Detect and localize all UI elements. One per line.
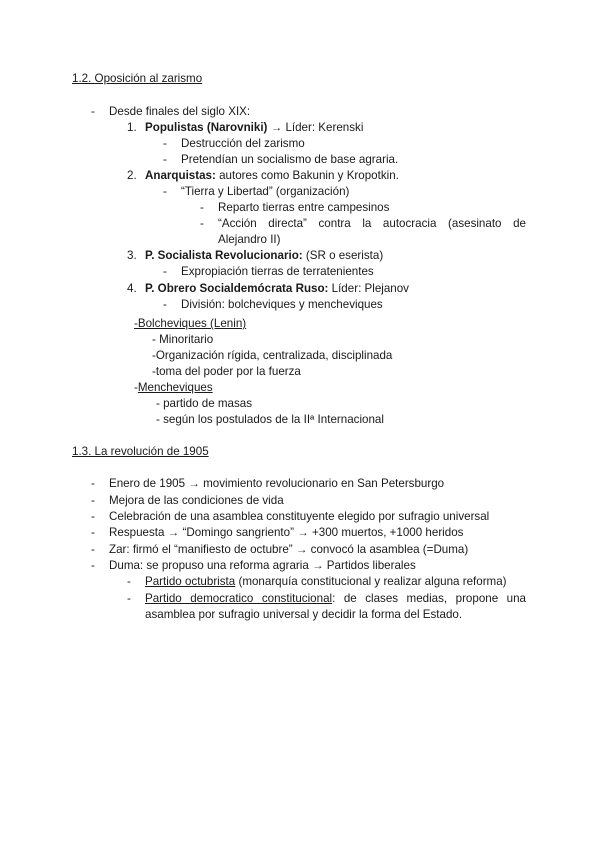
party-detail: : de clases medias, propone una — [332, 592, 526, 605]
list-number: 1. — [127, 121, 137, 134]
item-title: Anarquistas: — [145, 169, 216, 182]
list-item-anarquistas — [145, 169, 399, 183]
bullet-dash: - — [91, 543, 95, 556]
list-item: “Tierra y Libertad” (organización) — [181, 185, 350, 198]
party-detail: (monarquía constitucional y realizar alguna reforma) — [235, 575, 507, 588]
list-item-obrero — [145, 282, 409, 296]
list-item: Celebración de una asamblea constituyente elegido por sufragio universal — [109, 510, 490, 523]
list-item: Zar: firmó el “manifiesto de octubre” → convocó la asamblea (=Duma) — [109, 543, 469, 556]
bullet-dash: - — [163, 265, 167, 278]
list-item: Pretendían un socialismo de base agraria. — [181, 153, 399, 166]
bullet-dash: - — [200, 201, 204, 214]
list-item-democratico-line1 — [145, 591, 526, 607]
bullet-dash: - — [163, 298, 167, 311]
item-detail: autores como Bakunin y Kropotkin. — [215, 169, 399, 182]
list-item-octubrista — [145, 575, 507, 589]
section-heading-1-3: 1.3. La revolución de 1905 — [72, 445, 209, 458]
bullet-dash: - — [163, 185, 167, 198]
item-title: P. Socialista Revolucionario: — [145, 249, 303, 262]
bullet-dash: - — [127, 575, 131, 588]
list-item: Reparto tierras entre campesinos — [218, 201, 390, 214]
list-item: División: bolcheviques y mencheviques — [181, 298, 383, 311]
mencheviques-heading — [134, 381, 213, 395]
list-item-populistas — [145, 121, 363, 135]
bullet-dash: - — [91, 559, 95, 572]
item-title: Populistas (Narovniki) — [145, 121, 268, 134]
item-detail: (SR o eserista) — [302, 249, 384, 262]
heading-label: Mencheviques — [137, 381, 213, 394]
list-number: 2. — [127, 169, 137, 182]
bullet-dash: - — [163, 137, 167, 150]
list-item-democratico-line2: asamblea por sufragio universal y decidir la forma del Estado. — [145, 608, 463, 621]
list-number: 3. — [127, 249, 137, 262]
item-detail: → Líder: Kerenski — [267, 121, 364, 134]
item-title: P. Obrero Socialdemócrata Ruso: — [145, 282, 329, 295]
list-item: Respuesta → “Domingo sangriento” → +300 muertos, +1000 heridos — [109, 526, 464, 539]
bullet-dash: - — [91, 477, 95, 490]
list-item: Destrucción del zarismo — [181, 137, 305, 150]
list-item: - partido de masas — [156, 397, 253, 410]
bullet-dash: - — [163, 153, 167, 166]
list-item: Mejora de las condiciones de vida — [109, 494, 284, 507]
bolcheviques-heading: -Bolcheviques (Lenin) — [134, 317, 247, 330]
list-item: Enero de 1905 → movimiento revolucionario en San Petersburgo — [109, 477, 445, 490]
list-item: -toma del poder por la fuerza — [152, 365, 301, 378]
list-item-accion-line1: “Acción directa” contra la autocracia (asesinato de — [218, 217, 526, 230]
bullet-dash: - — [91, 105, 95, 118]
section-heading-1-2: 1.2. Oposición al zarismo — [72, 72, 203, 85]
bullet-dash: - — [127, 592, 131, 605]
intro-text: Desde finales del siglo XIX: — [109, 105, 251, 118]
heading-prefix: - — [134, 381, 138, 394]
list-item-accion-line2: Alejandro II) — [218, 233, 281, 246]
bullet-dash: - — [91, 510, 95, 523]
list-item: - según los postulados de la IIª Internacional — [156, 413, 384, 426]
bullet-dash: - — [91, 526, 95, 539]
party-name: Partido octubrista — [145, 575, 236, 588]
bullet-dash: - — [91, 494, 95, 507]
item-detail: Líder: Plejanov — [328, 282, 409, 295]
list-item: Duma: se propuso una reforma agraria → Partidos liberales — [109, 559, 416, 572]
list-item: - Minoritario — [152, 333, 214, 346]
party-name: Partido democratico constitucional — [145, 592, 333, 605]
list-item-socialista — [145, 249, 383, 263]
list-item: Expropiación tierras de terratenientes — [181, 265, 374, 278]
list-item: -Organización rígida, centralizada, disciplinada — [152, 349, 393, 362]
list-number: 4. — [127, 282, 137, 295]
bullet-dash: - — [200, 217, 204, 230]
